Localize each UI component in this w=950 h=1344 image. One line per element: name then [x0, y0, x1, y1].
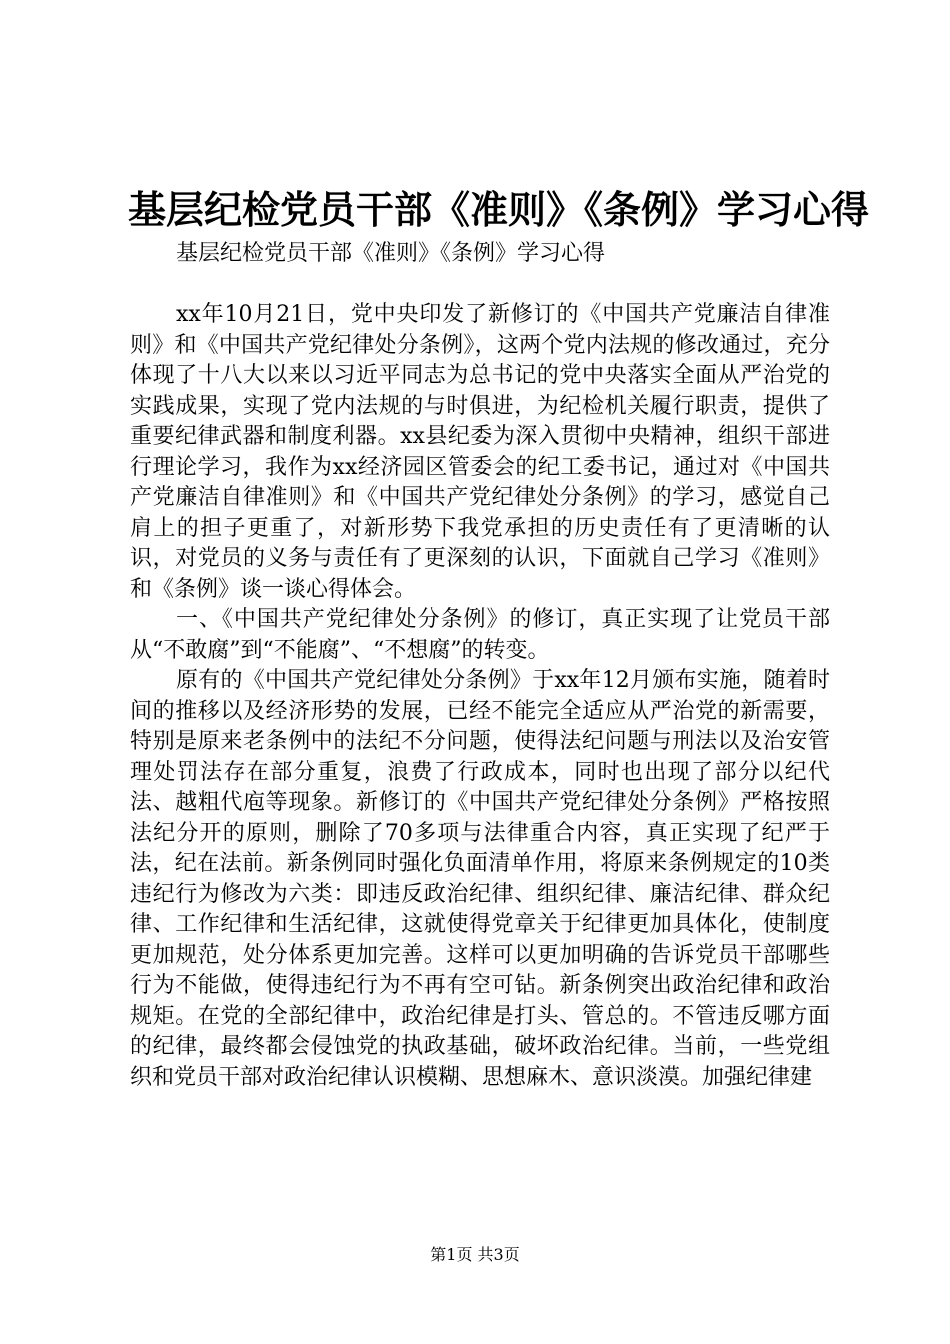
document-title: 基层纪检党员干部《准则》《条例》学习心得 — [128, 187, 870, 232]
body-paragraph: 一、《中国共产党纪律处分条例》的修订，真正实现了让党员干部从“不敢腐”到“不能腐”、“不想腐”的转变。 — [130, 607, 830, 663]
page-footer: 第1页 共3页 — [430, 1245, 520, 1264]
document-body — [130, 300, 830, 1093]
body-paragraph: xx年10月21日，党中央印发了新修订的《中国共产党廉洁自律准则》和《中国共产党纪律处分条例》，这两个党内法规的修改通过，充分体现了十八大以来以习近平同志为总书记的党中央落实全面从严治党的实践成果，实现了党内法规的与时俱进，为纪检机关履行职责，提供了重要纪律武器和制度利器。xx县纪委为深入贯彻中央精神，组织干部进行理论学习，我作为xx经济园区管委会的纪工委书记，通过对《中国共产党廉洁自律准则》和《中国共产党纪律处分条例》的学习，感觉自己肩上的担子更重了，对新形势下我党承担的历史责任有了更清晰的认识，对党员的义务与责任有了更深刻的认识，下面就自己学习《准则》和《条例》谈一谈心得体会。 — [130, 302, 830, 602]
body-paragraph: 原有的《中国共产党纪律处分条例》于xx年12月颁布实施，随着时间的推移以及经济形势的发展，已经不能完全适应从严治党的新需要，特别是原来老条例中的法纪不分问题，使得法纪问题与刑法以及治安管理处罚法存在部分重复，浪费了行政成本，同时也出现了部分以纪代法、越粗代庖等现象。新修订的《中国共产党纪律处分条例》严格按照法纪分开的原则，删除了70多项与法律重合内容，真正实现了纪严于法，纪在法前。新条例同时强化负面清单作用，将原来条例规定的10类违纪行为修改为六类：即违反政治纪律、组织纪律、廉洁纪律、群众纪律、工作纪律和生活纪律，这就使得党章关于纪律更加具体化，使制度更加规范，处分体系更加完善。这样可以更加明确的告诉党员干部哪些行为不能做，使得违纪行为不再有空可钻。新条例突出政治纪律和政治规矩。在党的全部纪律中，政治纪律是打头、管总的。不管违反哪方面的纪律，最终都会侵蚀党的执政基础，破坏政治纪律。当前，一些党组织和党员干部对政治纪律认识模糊、思想麻木、意识淡漠。加强纪律建 — [130, 668, 830, 1090]
document-subtitle: 基层纪检党员干部《准则》《条例》学习心得 — [176, 241, 606, 266]
